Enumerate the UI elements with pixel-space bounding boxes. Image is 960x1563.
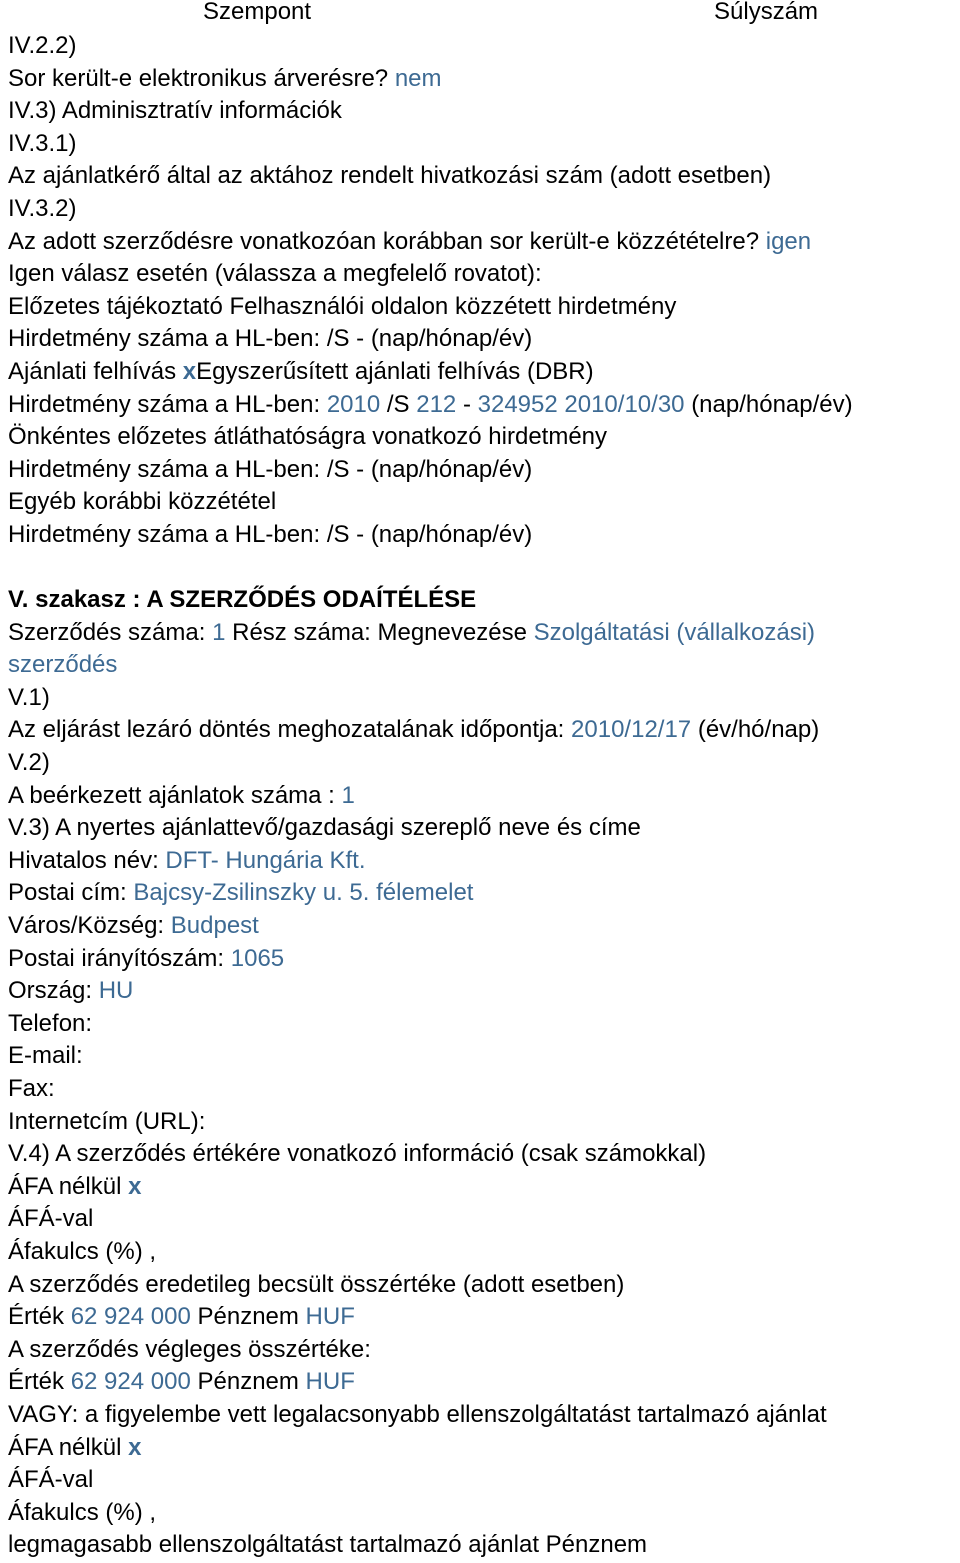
bids-row [8,780,960,813]
notice-year: 2010 [326,390,381,418]
previous-publication-row [8,226,960,259]
official-name: DFT- Hungária Kft. [165,846,366,874]
official-name-label: Hivatalos név: [8,846,159,874]
zip-row [8,943,960,976]
city-row [8,910,960,943]
notice-number-label: Hirdetmény száma a HL-ben: [8,325,321,353]
section-heading: IV.3) Adminisztratív információk [8,97,342,125]
previous-publication-answer: igen [765,227,812,255]
header-criterion: Szempont [203,0,312,25]
call-for-tender-row [8,356,960,389]
notice-number-empty: /S - (nap/hónap/év) [326,325,533,353]
lowest-offer-label: VAGY: a figyelembe vett legalacsonyabb ellenszolgáltatást tartalmazó ajánlat [8,1400,827,1428]
contract-name-part1: Szolgáltatási (vállalkozási) [533,618,816,646]
notice-number-label: Hirdetmény száma a HL-ben: [8,390,321,418]
notice-dash: - [462,390,471,418]
currency-label: Pénznem [197,1303,299,1331]
notice-number-empty: /S - (nap/hónap/év) [326,455,533,483]
e-auction-answer: nem [394,64,442,92]
notice-number-empty: /S - (nap/hónap/év) [326,520,533,548]
vat-excluded-label: ÁFA nélkül [8,1172,122,1200]
postal-address: Bajcsy-Zsilinszky u. 5. félemelet [133,879,474,907]
header-weight: Súlyszám [714,0,819,25]
contract-number-label: Szerződés száma: [8,618,206,646]
voluntary-transparency-notice: Önkéntes előzetes átláthatóságra vonatkozó hirdetmény [8,423,608,451]
value-amount: 62 924 000 [70,1303,191,1331]
postal-address-row [8,877,960,910]
yes-note: Igen válasz esetén (válassza a megfelelő rovatot): [8,260,542,288]
vat-included-label: ÁFÁ-val [8,1466,94,1494]
currency-label: Pénznem [197,1368,299,1396]
table-header [0,0,960,28]
notice-s: /S [386,390,410,418]
city-label: Város/Község: [8,912,165,940]
section-number: IV.3.2) [8,194,77,222]
vat-rate-label: Áfakulcs (%) , [8,1498,157,1526]
notice-number-row [8,519,960,552]
checkbox-mark: x [128,1172,142,1200]
email-label: E-mail: [8,1042,83,1070]
checkbox-mark: x [182,357,197,385]
decision-date-label: Az eljárást lezáró döntés meghozatalának időpontja: [8,716,565,744]
original-estimate-label: A szerződés eredetileg becsült összértéke (adott esetben) [8,1270,625,1298]
country-row [8,975,960,1008]
section-number: V.2) [8,749,50,777]
value-row [8,1366,960,1399]
section-title: V. szakasz : A SZERZŐDÉS ODAÍTÉLÉSE [8,586,477,614]
vat-included-label: ÁFÁ-val [8,1205,94,1233]
highest-offer-label: legmagasabb ellenszolgáltatást tartalmazó ajánlat Pénznem [8,1531,648,1559]
notice-number-label: Hirdetmény száma a HL-ben: [8,520,321,548]
value-label: Érték [8,1368,65,1396]
document-body [8,30,960,1562]
notice-date: 2010/10/30 [564,390,685,418]
section-number: IV.3.1) [8,129,77,157]
vat-excluded-label: ÁFA nélkül [8,1433,122,1461]
notice-id: 324952 [477,390,558,418]
simplified-call-label: Egyszerűsített ajánlati felhívás (DBR) [196,357,594,385]
notice-number: 212 [416,390,457,418]
prior-information-notice: Előzetes tájékoztató Felhasználói oldalon közzétett hirdetmény [8,292,677,320]
previous-publication-question: Az adott szerződésre vonatkozóan korábban sor került-e közzétételre? [8,227,760,255]
country-label: Ország: [8,977,93,1005]
value-heading: V.4) A szerződés értékére vonatkozó információ (csak számokkal) [8,1140,707,1168]
url-label: Internetcím (URL): [8,1107,206,1135]
phone-label: Telefon: [8,1009,93,1037]
checkbox-mark: x [128,1433,142,1461]
part-label: Rész száma: Megnevezése [232,618,527,646]
bids-label: A beérkezett ajánlatok száma : [8,781,335,809]
winner-heading: V.3) A nyertes ajánlattevő/gazdasági szereplő neve és címe [8,814,641,842]
value-amount: 62 924 000 [70,1368,191,1396]
vat-rate-label: Áfakulcs (%) , [8,1237,157,1265]
vat-excluded-row [8,1432,960,1465]
currency: HUF [305,1368,355,1396]
e-auction-row [8,63,960,96]
section-number: IV.2.2) [8,32,77,59]
other-previous-publication: Egyéb korábbi közzététel [8,488,277,516]
contract-number: 1 [212,618,226,646]
call-for-tender-label: Ajánlati felhívás [8,357,177,385]
decision-date-row [8,714,960,747]
postal-address-label: Postai cím: [8,879,127,907]
contract-number-row [8,617,960,650]
vat-excluded-row [8,1171,960,1204]
currency: HUF [305,1303,355,1331]
reference-question: Az ajánlatkérő által az aktához rendelt hivatkozási szám (adott esetben) [8,162,772,190]
city: Budpest [170,912,259,940]
spacer [8,552,960,585]
value-row [8,1301,960,1334]
fax-label: Fax: [8,1075,55,1102]
zip-label: Postai irányítószám: [8,944,225,972]
notice-number-row-filled [8,389,960,422]
notice-number-row [8,323,960,356]
notice-number-label: Hirdetmény száma a HL-ben: [8,455,321,483]
contract-name-part2: szerződés [8,651,118,679]
decision-date: 2010/12/17 [571,716,692,744]
notice-number-row [8,454,960,487]
notice-date-format: (nap/hónap/év) [691,390,853,418]
zip: 1065 [230,944,285,972]
decision-date-format: (év/hó/nap) [697,716,820,744]
final-total-label: A szerződés végleges összértéke: [8,1335,371,1363]
value-label: Érték [8,1303,65,1331]
official-name-row [8,845,960,878]
bids-count: 1 [341,781,355,809]
e-auction-question: Sor került-e elektronikus árverésre? [8,64,389,92]
section-number: V.1) [8,683,50,711]
country: HU [98,977,134,1005]
